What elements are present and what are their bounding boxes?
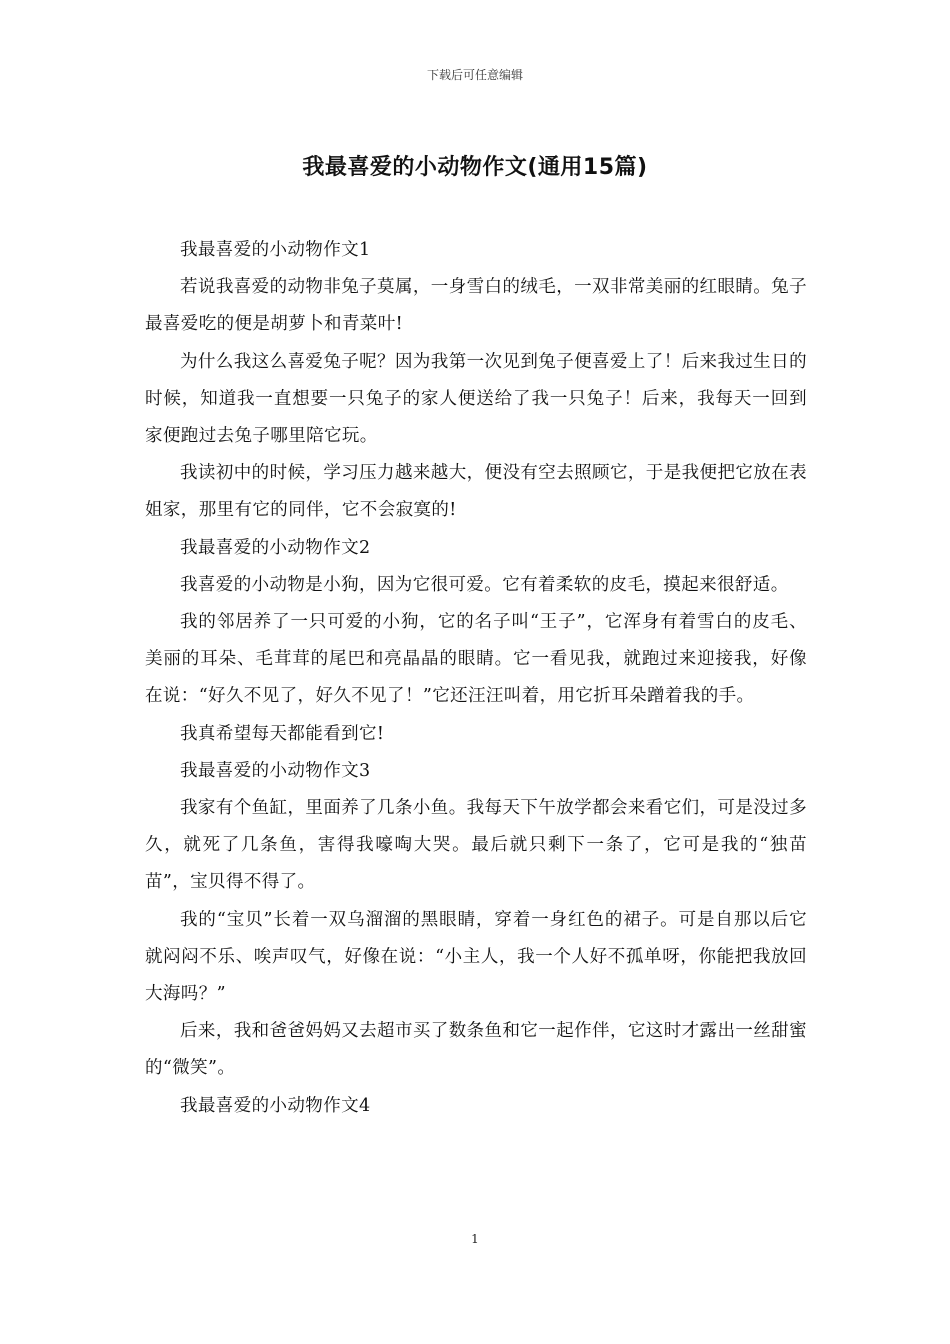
section-heading-2: 我最喜爱的小动物作文2 bbox=[180, 537, 371, 558]
section-heading-3: 我最喜爱的小动物作文3 bbox=[180, 760, 371, 781]
paragraph: 我的邻居养了一只可爱的小狗，它的名子叫“王子”，它浑身有着雪白的皮毛、美丽的耳朵、毛茸茸的尾巴和亮晶晶的眼睛。它一看见我，就跑过来迎接我，好像在说：“好久不见了，好久不见了！”它还汪汪叫着，用它折耳朵蹭着我的手。 bbox=[145, 612, 807, 707]
section-heading-4: 我最喜爱的小动物作文4 bbox=[180, 1095, 371, 1116]
paragraph: 若说我喜爱的动物非兔子莫属，一身雪白的绒毛，一双非常美丽的红眼睛。兔子最喜爱吃的便是胡萝卜和青菜叶! bbox=[145, 277, 807, 335]
paragraph: 为什么我这么喜爱兔子呢？因为我第一次见到兔子便喜爱上了！后来我过生日的时候，知道我一直想要一只兔子的家人便送给了我一只兔子！后来，我每天一回到家便跑过去兔子哪里陪它玩。 bbox=[145, 351, 807, 447]
paragraph: 我的“宝贝”长着一双乌溜溜的黑眼睛，穿着一身红色的裙子。可是自那以后它就闷闷不乐、唉声叹气，好像在说：“小主人，我一个人好不孤单呀，你能把我放回大海吗？” bbox=[145, 909, 807, 1005]
paragraph: 我喜爱的小动物是小狗，因为它很可爱。它有着柔软的皮毛，摸起来很舒适。 bbox=[180, 574, 789, 595]
paragraph: 我读初中的时候，学习压力越来越大，便没有空去照顾它，于是我便把它放在表姐家，那里有它的同伴，它不会寂寞的! bbox=[145, 463, 807, 521]
document-body bbox=[145, 232, 807, 1125]
paragraph: 我家有个鱼缸，里面养了几条小鱼。我每天下午放学都会来看它们，可是没过多久，就死了几条鱼，害得我嚎啕大哭。最后就只剩下一条了，它可是我的“独苗苗”，宝贝得不得了。 bbox=[145, 798, 807, 893]
header-note: 下载后可任意编辑 bbox=[426, 68, 523, 82]
page-number: 1 bbox=[471, 1232, 479, 1246]
document-title: 我最喜爱的小动物作文(通用15篇) bbox=[302, 155, 648, 180]
section-heading-1: 我最喜爱的小动物作文1 bbox=[180, 240, 371, 260]
paragraph: 我真希望每天都能看到它! bbox=[180, 723, 385, 744]
paragraph: 后来，我和爸爸妈妈又去超市买了数条鱼和它一起作伴，它这时才露出一丝甜蜜的“微笑”。 bbox=[145, 1021, 807, 1079]
